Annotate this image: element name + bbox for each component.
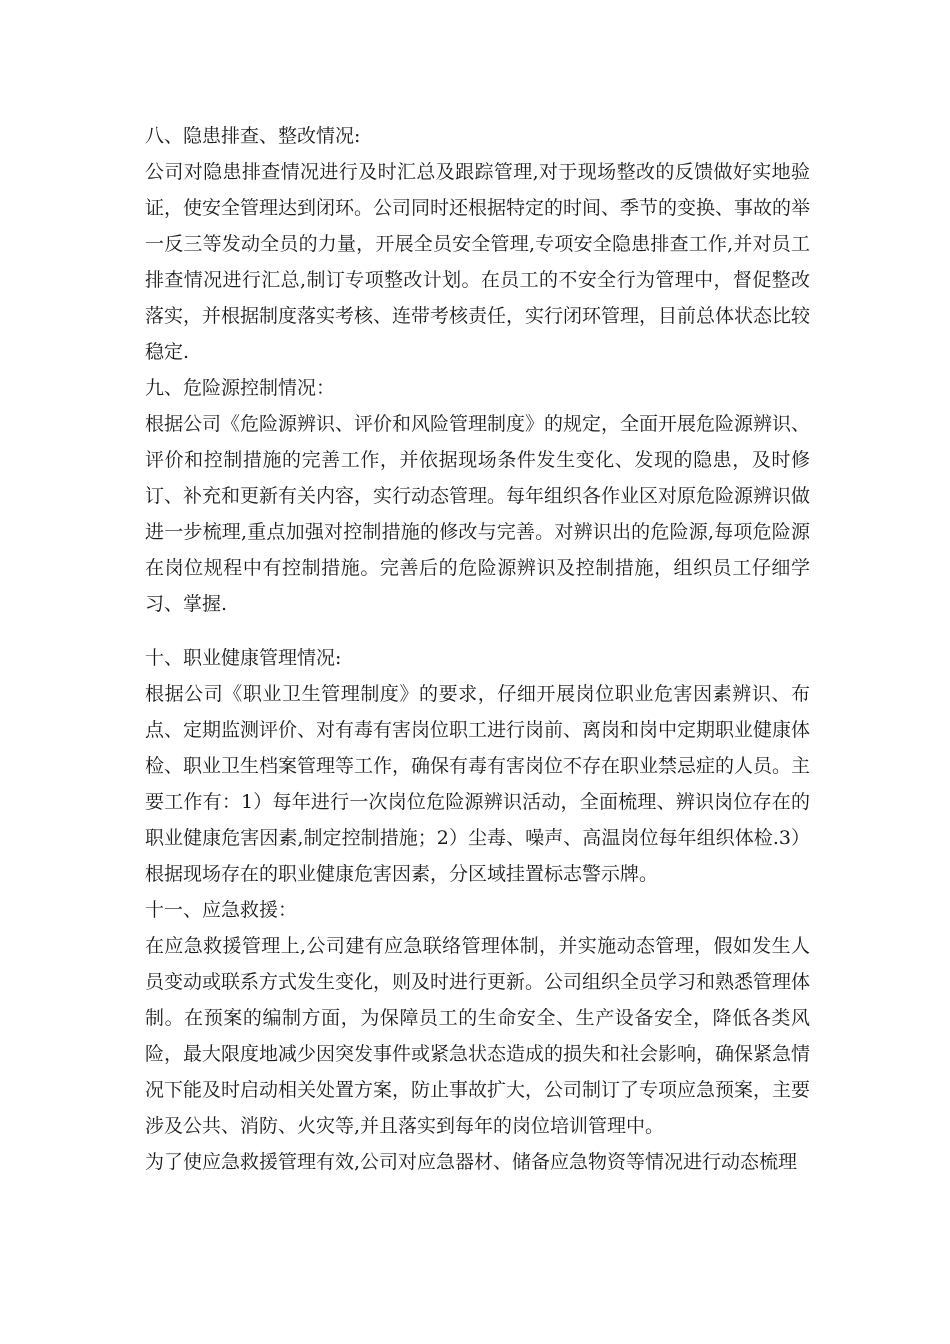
section-paragraph-occupational-health: 根据公司《职业卫生管理制度》的要求，仔细开展岗位职业危害因素辨识、布点、定期监测评价、对有毒有害岗位职工进行岗前、离岗和岗中定期职业健康体检、职业卫生档案管理等工作，确保有毒有害岗位不存在职业禁忌症的人员。主要工作有：1）每年进行一次岗位危险源辨识活动，全面梳理、辨识岗位存在的职业健康危害因素,制定控制措施；2）尘毒、噪声、高温岗位每年组织体检.3）根据现场存在的职业健康危害因素，分区域挂置标志警示牌。 (145, 683, 811, 885)
section-paragraph-emergency-supplies: 为了使应急救援管理有效,公司对应急器材、储备应急物资等情况进行动态梳理 (145, 1151, 798, 1173)
document-body (145, 118, 810, 1180)
section-paragraph-hazard-inspection: 公司对隐患排查情况进行及时汇总及跟踪管理,对于现场整改的反馈做好实地验证，使安全管理达到闭环。公司同时还根据特定的时间、季节的变换、事故的举一反三等发动全员的力量，开展全员安全管理,专项安全隐患排查工作,并对员工排查情况进行汇总,制订专项整改计划。在员工的不安全行为管理中，督促整改落实，并根据制度落实考核、连带考核责任，实行闭环管理，目前总体状态比较稳定. (145, 161, 811, 363)
section-heading-emergency-rescue: 十一、应急救援： (145, 899, 298, 921)
section-heading-hazard-source-control: 九、危险源控制情况： (145, 377, 336, 399)
section-paragraph-emergency-rescue: 在应急救援管理上,公司建有应急联络管理体制，并实施动态管理，假如发生人员变动或联系方式发生变化，则及时进行更新。公司组织全员学习和熟悉管理体制。在预案的编制方面，为保障员工的生命安全、生产设备安全，降低各类风险，最大限度地减少因突发事件或紧急状态造成的损失和社会影响，确保紧急情况下能及时启动相关处置方案，防止事故扩大，公司制订了专项应急预案，主要涉及公共、消防、火灾等,并且落实到每年的岗位培训管理中。 (145, 935, 811, 1137)
paragraph-spacer (145, 622, 810, 640)
section-paragraph-hazard-source-control: 根据公司《危险源辨识、评价和风险管理制度》的规定，全面开展危险源辨识、评价和控制措施的完善工作，并依据现场条件发生变化、发现的隐患，及时修订、补充和更新有关内容，实行动态管理。每年组织各作业区对原危险源辨识做进一步梳理,重点加强对控制措施的修改与完善。对辨识出的危险源,每项危险源在岗位规程中有控制措施。完善后的危险源辨识及控制措施，组织员工仔细学习、掌握. (145, 413, 811, 615)
section-heading-occupational-health: 十、职业健康管理情况: (145, 647, 342, 669)
section-heading-hazard-inspection: 八、隐患排查、整改情况: (145, 125, 361, 147)
